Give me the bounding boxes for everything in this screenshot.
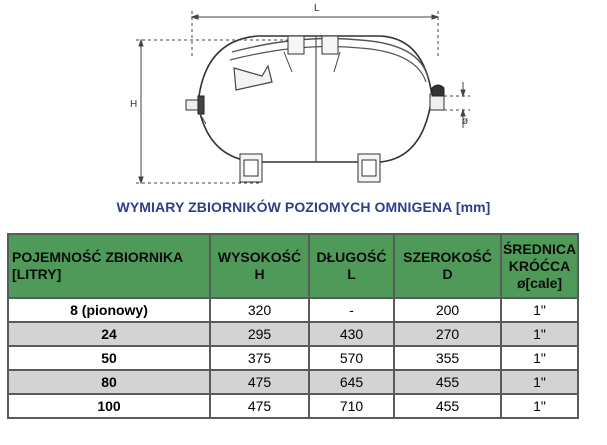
header-height-line1: WYSOKOŚĆ [217, 249, 302, 265]
width-cell: 270 [394, 322, 501, 346]
header-width-line1: SZEROKOŚĆ [403, 249, 492, 265]
header-connector-diameter [501, 234, 578, 298]
header-diameter-line1: ŚREDNICA [502, 240, 577, 257]
header-height-line2: H [254, 266, 265, 282]
header-capacity [8, 234, 210, 298]
header-length [309, 234, 394, 298]
capacity-cell: 100 [8, 394, 210, 418]
height-cell: 475 [210, 370, 309, 394]
width-cell: 200 [394, 298, 501, 322]
length-label: L [314, 3, 320, 14]
diameter-label: ø [462, 116, 469, 127]
header-capacity-line2: [LITRY] [12, 266, 62, 282]
tank-dimensions-table [7, 233, 579, 419]
length-cell: 710 [309, 394, 394, 418]
header-length-line2: L [347, 266, 356, 282]
length-cell: 570 [309, 346, 394, 370]
table-caption: WYMIARY ZBIORNIKÓW POZIOMYCH OMNIGENA [mm] [116, 199, 491, 215]
diameter-cell: 1" [501, 322, 578, 346]
capacity-cell: 80 [8, 370, 210, 394]
header-width [394, 234, 501, 298]
diameter-cell: 1" [501, 394, 578, 418]
header-height [210, 234, 309, 298]
table-header-row [8, 234, 578, 298]
header-capacity-line1: POJEMNOŚĆ ZBIORNIKA [12, 249, 184, 265]
diameter-cell: 1" [501, 370, 578, 394]
height-cell: 475 [210, 394, 309, 418]
header-diameter-line3: ø[cale] [516, 274, 563, 291]
header-length-line1: DŁUGOŚĆ [316, 249, 387, 265]
height-label: H [130, 99, 138, 110]
capacity-cell: 50 [8, 346, 210, 370]
table-row [8, 298, 578, 322]
length-cell: 430 [309, 322, 394, 346]
width-cell: 455 [394, 394, 501, 418]
table-row [8, 346, 578, 370]
header-diameter-line2: KRÓĆCA [508, 257, 571, 274]
height-cell: 320 [210, 298, 309, 322]
tank-dimension-drawing [0, 0, 607, 196]
capacity-cell: 24 [8, 322, 210, 346]
table-row [8, 322, 578, 346]
table-row [8, 394, 578, 418]
diameter-cell: 1" [501, 346, 578, 370]
header-width-line2: D [442, 266, 453, 282]
diameter-cell: 1" [501, 298, 578, 322]
length-cell: 645 [309, 370, 394, 394]
width-cell: 455 [394, 370, 501, 394]
height-cell: 375 [210, 346, 309, 370]
capacity-cell: 8 (pionowy) [8, 298, 210, 322]
table-row [8, 370, 578, 394]
length-cell: - [309, 298, 394, 322]
height-cell: 295 [210, 322, 309, 346]
width-cell: 355 [394, 346, 501, 370]
